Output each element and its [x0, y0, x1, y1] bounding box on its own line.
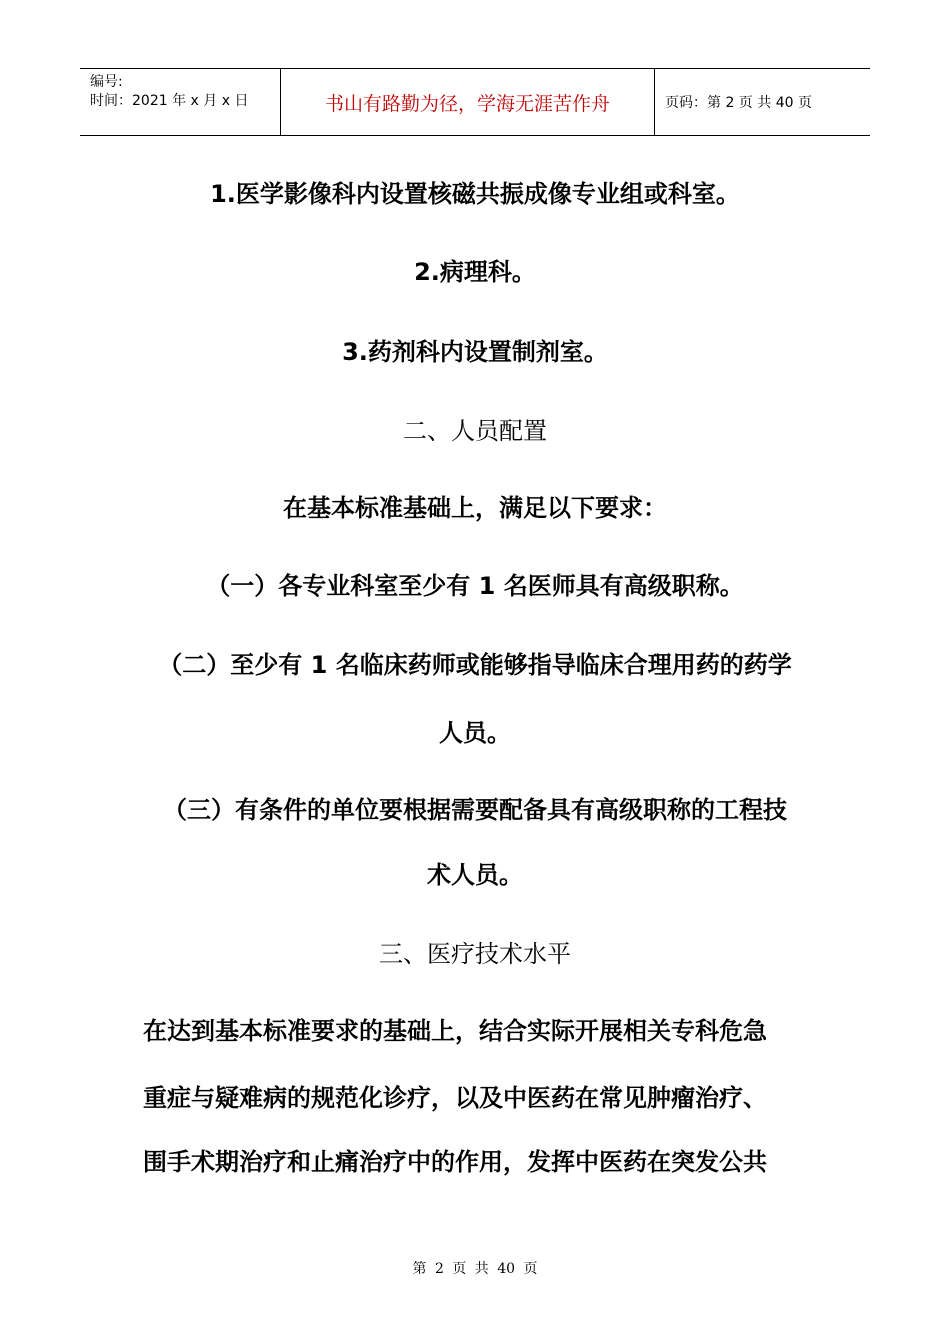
section-heading-3: 三、医疗技术水平: [379, 940, 571, 968]
section-heading-2: 二、人员配置: [403, 417, 547, 445]
body-line-3: 3.药剂科内设置制剂室。: [342, 338, 608, 366]
header-meta: [80, 69, 281, 135]
body-line-5: 在基本标准基础上，满足以下要求：: [283, 494, 667, 522]
body-line-1: 1.医学影像科内设置核磁共振成像专业组或科室。: [210, 180, 740, 208]
body-line-7: （二）至少有 1 名临床药师或能够指导临床合理用药的药学: [158, 651, 792, 679]
paragraph-line-3: 围手术期治疗和止痛治疗中的作用，发挥中医药在突发公共: [143, 1148, 767, 1176]
header-motto: 书山有路勤为径，学海无涯苦作舟: [281, 69, 655, 135]
body-line-6: （一）各专业科室至少有 1 名医师具有高级职称。: [206, 572, 744, 600]
body-line-8: 人员。: [439, 719, 511, 747]
paragraph-line-1: 在达到基本标准要求的基础上，结合实际开展相关专科危急: [143, 1017, 767, 1045]
header-page-info: 页码：第 2 页 共 40 页: [665, 95, 812, 111]
number-label: 编号:: [90, 74, 123, 90]
document-header: [80, 68, 870, 136]
body-line-2: 2.病理科。: [414, 258, 536, 286]
time-label: 时间：2021 年 x 月 x 日: [90, 93, 249, 109]
body-line-9: （三）有条件的单位要根据需要配备具有高级职称的工程技: [163, 796, 787, 824]
page-footer: 第 2 页 共 40 页: [412, 1261, 538, 1277]
body-line-10: 术人员。: [427, 861, 523, 889]
paragraph-line-2: 重症与疑难病的规范化诊疗，以及中医药在常见肿瘤治疗、: [143, 1084, 767, 1112]
